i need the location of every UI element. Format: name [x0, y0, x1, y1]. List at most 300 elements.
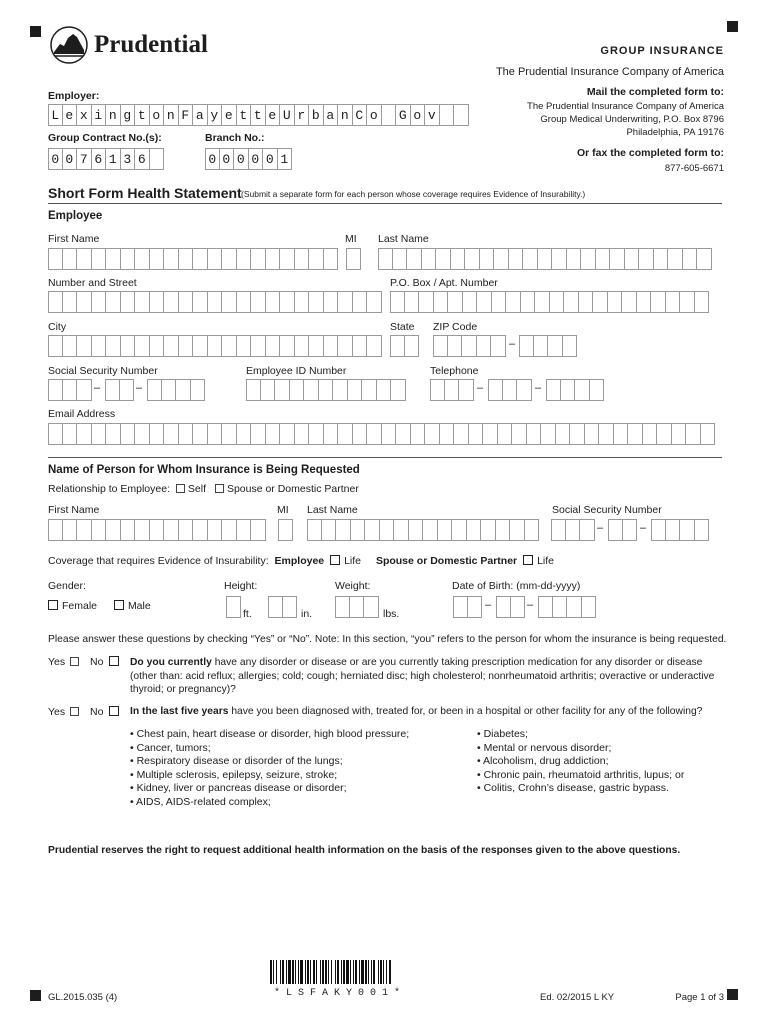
telephone-part1[interactable] [430, 379, 474, 401]
char-cell[interactable] [534, 335, 549, 357]
char-cell[interactable] [135, 291, 150, 313]
insured-ssn-part2[interactable] [608, 519, 637, 541]
char-cell[interactable] [680, 519, 695, 541]
char-cell[interactable] [48, 291, 63, 313]
char-cell[interactable] [150, 291, 165, 313]
char-cell[interactable] [623, 519, 638, 541]
telephone-part2[interactable] [488, 379, 532, 401]
char-cell[interactable] [579, 291, 594, 313]
char-cell[interactable] [48, 248, 63, 270]
dob-year[interactable] [538, 596, 596, 618]
char-cell[interactable] [525, 519, 540, 541]
char-cell[interactable] [251, 423, 266, 445]
char-cell[interactable]: b [309, 104, 324, 126]
char-cell[interactable] [63, 423, 78, 445]
char-cell[interactable] [488, 379, 503, 401]
char-cell[interactable] [448, 291, 463, 313]
char-cell[interactable] [538, 596, 553, 618]
char-cell[interactable] [179, 335, 194, 357]
employee-first-name-field[interactable] [48, 248, 338, 270]
char-cell[interactable] [208, 291, 223, 313]
char-cell[interactable] [451, 248, 466, 270]
char-cell[interactable] [465, 248, 480, 270]
char-cell[interactable] [150, 335, 165, 357]
street-field[interactable] [48, 291, 382, 313]
char-cell[interactable] [654, 248, 669, 270]
char-cell[interactable] [477, 291, 492, 313]
char-cell[interactable] [535, 291, 550, 313]
branch-field[interactable] [205, 148, 292, 170]
char-cell[interactable] [266, 335, 281, 357]
zip-field[interactable] [433, 335, 506, 357]
char-cell[interactable] [350, 596, 365, 618]
ssn-part2[interactable] [105, 379, 134, 401]
char-cell[interactable] [251, 248, 266, 270]
char-cell[interactable] [48, 423, 63, 445]
employee-mi-field[interactable] [346, 248, 361, 270]
char-cell[interactable] [503, 379, 518, 401]
employee-last-name-field[interactable] [378, 248, 712, 270]
char-cell[interactable]: F [179, 104, 194, 126]
char-cell[interactable] [608, 519, 623, 541]
char-cell[interactable] [391, 379, 406, 401]
char-cell[interactable]: e [266, 104, 281, 126]
char-cell[interactable] [496, 596, 511, 618]
char-cell[interactable] [454, 423, 469, 445]
char-cell[interactable] [48, 519, 63, 541]
char-cell[interactable] [697, 248, 712, 270]
char-cell[interactable] [150, 148, 165, 170]
char-cell[interactable] [580, 519, 595, 541]
char-cell[interactable] [575, 379, 590, 401]
char-cell[interactable]: 1 [106, 148, 121, 170]
char-cell[interactable] [380, 519, 395, 541]
char-cell[interactable] [445, 379, 460, 401]
dob-month[interactable] [453, 596, 482, 618]
insured-ssn-part1[interactable] [551, 519, 595, 541]
char-cell[interactable]: i [92, 104, 107, 126]
char-cell[interactable] [92, 335, 107, 357]
char-cell[interactable] [261, 379, 276, 401]
char-cell[interactable] [459, 379, 474, 401]
char-cell[interactable] [150, 248, 165, 270]
char-cell[interactable] [309, 248, 324, 270]
height-ft-field[interactable] [226, 596, 241, 618]
char-cell[interactable] [452, 519, 467, 541]
char-cell[interactable] [599, 423, 614, 445]
char-cell[interactable]: o [411, 104, 426, 126]
female-checkbox[interactable] [48, 600, 58, 610]
char-cell[interactable] [491, 335, 506, 357]
char-cell[interactable] [121, 291, 136, 313]
char-cell[interactable] [77, 423, 92, 445]
char-cell[interactable] [346, 248, 361, 270]
char-cell[interactable] [610, 248, 625, 270]
char-cell[interactable] [436, 248, 451, 270]
char-cell[interactable] [585, 423, 600, 445]
char-cell[interactable] [179, 423, 194, 445]
char-cell[interactable] [135, 248, 150, 270]
zip-ext-field[interactable] [519, 335, 577, 357]
char-cell[interactable]: C [353, 104, 368, 126]
char-cell[interactable] [295, 335, 310, 357]
char-cell[interactable] [657, 423, 672, 445]
q1-yes-checkbox[interactable] [70, 657, 79, 666]
char-cell[interactable] [651, 291, 666, 313]
char-cell[interactable] [251, 335, 266, 357]
char-cell[interactable] [222, 423, 237, 445]
char-cell[interactable] [365, 519, 380, 541]
char-cell[interactable]: v [425, 104, 440, 126]
char-cell[interactable]: g [121, 104, 136, 126]
char-cell[interactable] [552, 248, 567, 270]
char-cell[interactable] [453, 596, 468, 618]
char-cell[interactable] [307, 519, 322, 541]
char-cell[interactable] [419, 291, 434, 313]
char-cell[interactable] [322, 519, 337, 541]
char-cell[interactable] [176, 379, 191, 401]
char-cell[interactable] [582, 596, 597, 618]
char-cell[interactable] [651, 519, 666, 541]
char-cell[interactable]: 0 [234, 148, 249, 170]
char-cell[interactable] [396, 423, 411, 445]
telephone-part3[interactable] [546, 379, 604, 401]
char-cell[interactable] [295, 291, 310, 313]
char-cell[interactable] [295, 423, 310, 445]
char-cell[interactable] [324, 291, 339, 313]
char-cell[interactable]: e [222, 104, 237, 126]
email-field[interactable] [48, 423, 715, 445]
char-cell[interactable] [353, 423, 368, 445]
self-checkbox[interactable] [176, 484, 185, 493]
char-cell[interactable] [77, 335, 92, 357]
char-cell[interactable] [135, 519, 150, 541]
char-cell[interactable] [521, 291, 536, 313]
char-cell[interactable] [433, 335, 448, 357]
char-cell[interactable]: 0 [220, 148, 235, 170]
char-cell[interactable] [492, 291, 507, 313]
char-cell[interactable] [367, 335, 382, 357]
char-cell[interactable] [683, 248, 698, 270]
char-cell[interactable] [324, 335, 339, 357]
char-cell[interactable] [666, 519, 681, 541]
char-cell[interactable] [511, 596, 526, 618]
char-cell[interactable] [164, 519, 179, 541]
char-cell[interactable] [596, 248, 611, 270]
char-cell[interactable] [106, 291, 121, 313]
char-cell[interactable] [553, 596, 568, 618]
male-checkbox[interactable] [114, 600, 124, 610]
char-cell[interactable] [567, 596, 582, 618]
char-cell[interactable]: r [295, 104, 310, 126]
char-cell[interactable] [382, 104, 397, 126]
char-cell[interactable] [179, 291, 194, 313]
char-cell[interactable] [467, 519, 482, 541]
char-cell[interactable] [295, 248, 310, 270]
char-cell[interactable] [448, 335, 463, 357]
char-cell[interactable] [268, 596, 283, 618]
char-cell[interactable]: x [77, 104, 92, 126]
char-cell[interactable] [701, 423, 716, 445]
char-cell[interactable] [581, 248, 596, 270]
char-cell[interactable] [222, 248, 237, 270]
char-cell[interactable] [150, 519, 165, 541]
char-cell[interactable] [251, 519, 266, 541]
char-cell[interactable]: L [48, 104, 63, 126]
char-cell[interactable] [208, 519, 223, 541]
char-cell[interactable] [208, 248, 223, 270]
char-cell[interactable] [695, 291, 710, 313]
char-cell[interactable] [193, 335, 208, 357]
char-cell[interactable] [222, 335, 237, 357]
char-cell[interactable] [63, 291, 78, 313]
char-cell[interactable] [208, 423, 223, 445]
char-cell[interactable] [266, 291, 281, 313]
char-cell[interactable] [405, 335, 420, 357]
char-cell[interactable] [121, 519, 136, 541]
char-cell[interactable] [409, 519, 424, 541]
char-cell[interactable] [546, 379, 561, 401]
char-cell[interactable] [382, 423, 397, 445]
char-cell[interactable] [251, 291, 266, 313]
char-cell[interactable] [551, 519, 566, 541]
char-cell[interactable] [672, 423, 687, 445]
char-cell[interactable] [48, 335, 63, 357]
char-cell[interactable]: n [338, 104, 353, 126]
q1-no-checkbox[interactable] [109, 656, 119, 666]
char-cell[interactable]: 6 [135, 148, 150, 170]
char-cell[interactable] [164, 291, 179, 313]
char-cell[interactable] [283, 596, 298, 618]
char-cell[interactable] [353, 291, 368, 313]
char-cell[interactable] [566, 519, 581, 541]
char-cell[interactable] [509, 248, 524, 270]
char-cell[interactable] [556, 423, 571, 445]
char-cell[interactable] [193, 519, 208, 541]
char-cell[interactable]: a [193, 104, 208, 126]
employee-life-checkbox[interactable] [330, 555, 340, 565]
char-cell[interactable] [362, 379, 377, 401]
char-cell[interactable]: 0 [249, 148, 264, 170]
char-cell[interactable] [527, 423, 542, 445]
char-cell[interactable] [351, 519, 366, 541]
char-cell[interactable] [440, 104, 455, 126]
char-cell[interactable] [506, 291, 521, 313]
char-cell[interactable] [121, 335, 136, 357]
char-cell[interactable] [695, 519, 710, 541]
char-cell[interactable] [353, 335, 368, 357]
char-cell[interactable] [680, 291, 695, 313]
ssn-part1[interactable] [48, 379, 92, 401]
char-cell[interactable] [454, 104, 469, 126]
q2-no-checkbox[interactable] [109, 706, 119, 716]
char-cell[interactable] [121, 423, 136, 445]
char-cell[interactable] [561, 379, 576, 401]
char-cell[interactable] [477, 335, 492, 357]
char-cell[interactable] [564, 291, 579, 313]
char-cell[interactable] [590, 379, 605, 401]
char-cell[interactable] [237, 248, 252, 270]
char-cell[interactable] [411, 423, 426, 445]
char-cell[interactable]: 6 [92, 148, 107, 170]
char-cell[interactable] [92, 519, 107, 541]
char-cell[interactable] [517, 379, 532, 401]
char-cell[interactable] [434, 291, 449, 313]
char-cell[interactable] [135, 335, 150, 357]
char-cell[interactable] [570, 423, 585, 445]
char-cell[interactable] [121, 248, 136, 270]
char-cell[interactable] [463, 291, 478, 313]
char-cell[interactable] [324, 248, 339, 270]
char-cell[interactable] [378, 248, 393, 270]
char-cell[interactable] [686, 423, 701, 445]
char-cell[interactable] [222, 519, 237, 541]
ssn-part3[interactable] [147, 379, 205, 401]
char-cell[interactable] [440, 423, 455, 445]
char-cell[interactable]: y [208, 104, 223, 126]
char-cell[interactable]: U [280, 104, 295, 126]
insured-mi-field[interactable] [278, 519, 293, 541]
char-cell[interactable] [519, 335, 534, 357]
char-cell[interactable]: 0 [63, 148, 78, 170]
char-cell[interactable] [63, 379, 78, 401]
char-cell[interactable] [162, 379, 177, 401]
char-cell[interactable] [494, 248, 509, 270]
char-cell[interactable] [280, 335, 295, 357]
char-cell[interactable]: 7 [77, 148, 92, 170]
char-cell[interactable] [319, 379, 334, 401]
char-cell[interactable] [266, 423, 281, 445]
char-cell[interactable] [628, 423, 643, 445]
char-cell[interactable] [179, 519, 194, 541]
char-cell[interactable] [405, 291, 420, 313]
char-cell[interactable]: n [164, 104, 179, 126]
char-cell[interactable] [77, 379, 92, 401]
char-cell[interactable] [164, 335, 179, 357]
char-cell[interactable] [608, 291, 623, 313]
char-cell[interactable] [563, 335, 578, 357]
group-contract-field[interactable] [48, 148, 164, 170]
char-cell[interactable] [393, 248, 408, 270]
char-cell[interactable] [425, 423, 440, 445]
city-field[interactable] [48, 335, 382, 357]
char-cell[interactable] [614, 423, 629, 445]
char-cell[interactable] [147, 379, 162, 401]
char-cell[interactable] [637, 291, 652, 313]
char-cell[interactable] [390, 291, 405, 313]
char-cell[interactable]: t [135, 104, 150, 126]
char-cell[interactable] [77, 519, 92, 541]
insured-ssn-part3[interactable] [651, 519, 709, 541]
char-cell[interactable] [193, 248, 208, 270]
char-cell[interactable] [541, 423, 556, 445]
char-cell[interactable] [193, 291, 208, 313]
char-cell[interactable] [63, 335, 78, 357]
char-cell[interactable] [246, 379, 261, 401]
char-cell[interactable]: 0 [48, 148, 63, 170]
char-cell[interactable] [275, 379, 290, 401]
char-cell[interactable] [512, 423, 527, 445]
char-cell[interactable] [280, 423, 295, 445]
weight-field[interactable] [335, 596, 379, 618]
char-cell[interactable] [538, 248, 553, 270]
char-cell[interactable] [106, 248, 121, 270]
char-cell[interactable] [179, 248, 194, 270]
char-cell[interactable]: G [396, 104, 411, 126]
char-cell[interactable] [77, 291, 92, 313]
char-cell[interactable] [550, 291, 565, 313]
char-cell[interactable] [367, 291, 382, 313]
char-cell[interactable] [237, 291, 252, 313]
spouse-life-checkbox[interactable] [523, 555, 533, 565]
spouse-checkbox[interactable] [215, 484, 224, 493]
char-cell[interactable]: 3 [121, 148, 136, 170]
char-cell[interactable] [106, 335, 121, 357]
char-cell[interactable]: 0 [205, 148, 220, 170]
char-cell[interactable] [335, 596, 350, 618]
char-cell[interactable] [593, 291, 608, 313]
height-in-field[interactable] [268, 596, 297, 618]
char-cell[interactable] [222, 291, 237, 313]
char-cell[interactable] [106, 423, 121, 445]
char-cell[interactable] [422, 248, 437, 270]
char-cell[interactable] [237, 335, 252, 357]
employee-id-field[interactable] [246, 379, 406, 401]
char-cell[interactable] [92, 423, 107, 445]
char-cell[interactable] [105, 379, 120, 401]
char-cell[interactable] [193, 423, 208, 445]
char-cell[interactable] [208, 335, 223, 357]
char-cell[interactable] [639, 248, 654, 270]
char-cell[interactable] [666, 291, 681, 313]
char-cell[interactable]: 0 [263, 148, 278, 170]
char-cell[interactable] [266, 248, 281, 270]
char-cell[interactable] [92, 248, 107, 270]
char-cell[interactable] [324, 423, 339, 445]
po-box-field[interactable] [390, 291, 709, 313]
char-cell[interactable] [164, 248, 179, 270]
char-cell[interactable] [278, 519, 293, 541]
char-cell[interactable]: a [324, 104, 339, 126]
char-cell[interactable] [483, 423, 498, 445]
char-cell[interactable] [77, 248, 92, 270]
char-cell[interactable] [48, 379, 63, 401]
char-cell[interactable] [120, 379, 135, 401]
char-cell[interactable] [523, 248, 538, 270]
char-cell[interactable] [150, 423, 165, 445]
char-cell[interactable]: t [237, 104, 252, 126]
char-cell[interactable] [338, 423, 353, 445]
char-cell[interactable] [226, 596, 241, 618]
char-cell[interactable] [496, 519, 511, 541]
char-cell[interactable] [622, 291, 637, 313]
char-cell[interactable] [191, 379, 206, 401]
char-cell[interactable] [394, 519, 409, 541]
char-cell[interactable] [377, 379, 392, 401]
char-cell[interactable] [333, 379, 348, 401]
char-cell[interactable] [480, 248, 495, 270]
char-cell[interactable] [338, 335, 353, 357]
char-cell[interactable] [237, 519, 252, 541]
char-cell[interactable] [643, 423, 658, 445]
char-cell[interactable] [63, 519, 78, 541]
char-cell[interactable] [336, 519, 351, 541]
char-cell[interactable] [668, 248, 683, 270]
char-cell[interactable] [309, 335, 324, 357]
char-cell[interactable] [390, 335, 405, 357]
char-cell[interactable] [462, 335, 477, 357]
char-cell[interactable] [135, 423, 150, 445]
